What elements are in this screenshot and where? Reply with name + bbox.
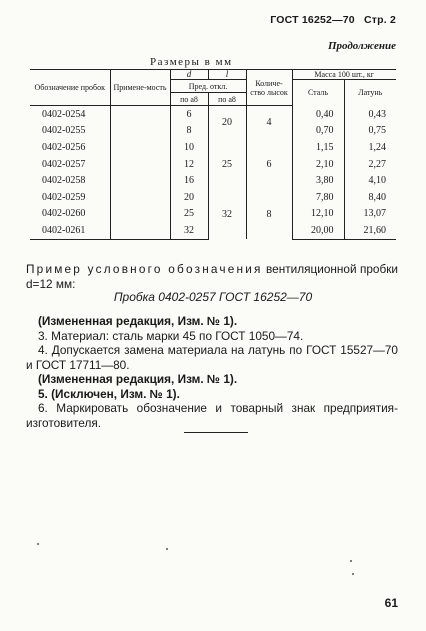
cell-brass: 8,40 xyxy=(344,189,396,206)
cell-steel: 12,10 xyxy=(292,206,344,223)
scan-speck xyxy=(166,548,168,550)
table-row xyxy=(30,189,396,206)
cell-brass: 21,60 xyxy=(344,222,396,239)
cell-applicability xyxy=(110,222,170,239)
cell-steel: 2,10 xyxy=(292,156,344,173)
cell-count: 8 xyxy=(246,189,292,239)
cell-d: 12 xyxy=(170,156,208,173)
cell-steel: 1,15 xyxy=(292,139,344,156)
cell-brass: 13,07 xyxy=(344,206,396,223)
cell-steel: 20,00 xyxy=(292,222,344,239)
page-header xyxy=(264,14,396,26)
header-applicability: Примене-мость xyxy=(110,70,170,106)
cell-steel: 0,40 xyxy=(292,106,344,123)
header-designation: Обозначение пробок xyxy=(30,70,110,106)
cell-applicability xyxy=(110,206,170,223)
cell-d: 32 xyxy=(170,222,208,239)
example-designation: Пробка 0402-0257 ГОСТ 16252—70 xyxy=(113,290,313,304)
example-intro-rest: вентиляционной пробки d=12 мм: xyxy=(26,262,398,291)
cell-code: 0402-0258 xyxy=(42,175,86,187)
table-row xyxy=(30,139,396,156)
header-brass: Латунь xyxy=(344,80,396,106)
header-l: l xyxy=(208,70,246,80)
cell-applicability xyxy=(110,156,170,173)
edit-note-2: (Измененная редакция, Изм. № 1). xyxy=(38,372,238,386)
scan-speck xyxy=(352,573,354,575)
cell-brass: 2,27 xyxy=(344,156,396,173)
cell-steel: 3,80 xyxy=(292,172,344,189)
standard-number: ГОСТ 16252—70 xyxy=(270,14,355,26)
cell-count: 4 xyxy=(246,106,292,140)
header-count: Количе-ство лысок xyxy=(246,70,292,106)
item-5: 5. (Исключен, Изм. № 1). xyxy=(38,386,180,401)
scan-speck xyxy=(37,543,39,545)
cell-code: 0402-0254 xyxy=(42,108,86,120)
cell-d: 10 xyxy=(170,139,208,156)
header-mass: Масса 100 шт., кг xyxy=(292,70,396,80)
item-6: 6. Маркировать обозначение и товарный знак предприятия-изготовителя. xyxy=(26,401,398,430)
dimensions-table xyxy=(30,69,396,240)
cell-steel: 7,80 xyxy=(292,189,344,206)
cell-applicability xyxy=(110,123,170,140)
cell-l: 25 xyxy=(208,139,246,189)
cell-code: 0402-0255 xyxy=(42,125,86,137)
cell-code: 0402-0259 xyxy=(42,191,86,203)
header-d: d xyxy=(170,70,208,80)
cell-brass: 0,75 xyxy=(344,123,396,140)
notes-block xyxy=(26,314,398,430)
header-a8-d: по а8 xyxy=(170,93,208,106)
example-intro-spaced: Пример условного обозначения xyxy=(26,262,263,276)
cell-count: 6 xyxy=(246,139,292,189)
cell-applicability xyxy=(110,189,170,206)
cell-brass: 0,43 xyxy=(344,106,396,123)
cell-code: 0402-0261 xyxy=(30,222,110,239)
cell-brass: 4,10 xyxy=(344,172,396,189)
edit-note-1: (Измененная редакция, Изм. № 1). xyxy=(38,314,238,328)
header-a8-l: по а8 xyxy=(208,93,246,106)
cell-l: 32 xyxy=(208,189,246,239)
cell-d: 20 xyxy=(170,189,208,206)
cell-brass: 1,24 xyxy=(344,139,396,156)
cell-steel: 0,70 xyxy=(292,123,344,140)
header-tolerance: Пред. откл. xyxy=(170,80,246,93)
cell-code: 0402-0256 xyxy=(42,141,86,153)
end-rule xyxy=(184,432,248,433)
cell-d: 25 xyxy=(170,206,208,223)
item-3: 3. Материал: сталь марки 45 по ГОСТ 1050—74. xyxy=(38,328,304,343)
continuation-label: Продолжение xyxy=(327,40,396,52)
cell-applicability xyxy=(110,106,170,123)
cell-code: 0402-0260 xyxy=(42,208,86,220)
item-4: 4. Допускается замена материала на латунь по ГОСТ 15527—70 и ГОСТ 17711—80. xyxy=(26,343,398,372)
cell-applicability xyxy=(110,172,170,189)
page-label: Стр. 2 xyxy=(363,14,396,26)
example-intro xyxy=(26,262,398,291)
header-steel: Сталь xyxy=(292,80,344,106)
page-number: 61 xyxy=(384,596,398,610)
table-caption: Размеры в мм xyxy=(150,56,233,68)
cell-code: 0402-0257 xyxy=(42,158,86,170)
cell-applicability xyxy=(110,139,170,156)
cell-d: 6 xyxy=(170,106,208,123)
cell-l: 20 xyxy=(208,106,246,140)
cell-d: 8 xyxy=(170,123,208,140)
cell-d: 16 xyxy=(170,172,208,189)
table-row xyxy=(30,106,396,123)
scan-speck xyxy=(350,560,352,562)
